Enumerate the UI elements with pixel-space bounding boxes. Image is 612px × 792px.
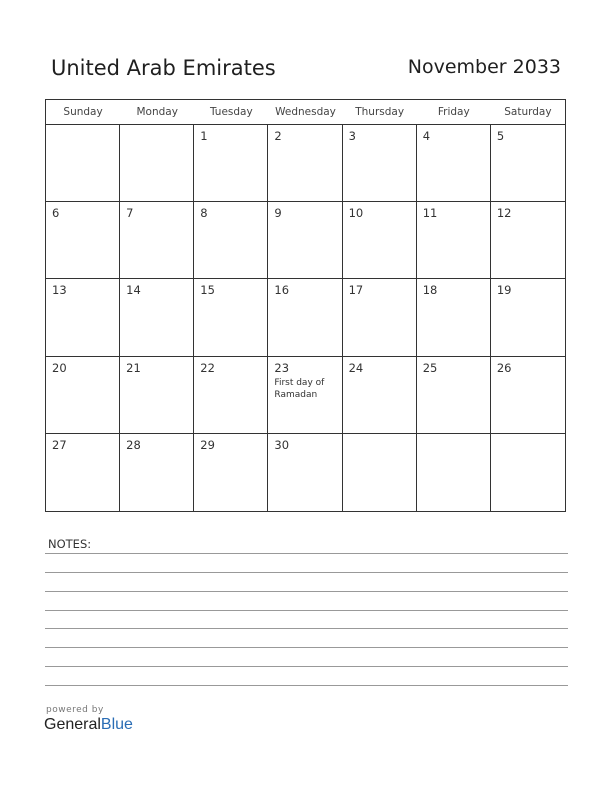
day-number: 13 <box>52 283 67 298</box>
day-number: 23 <box>274 360 290 375</box>
day-number: 27 <box>52 437 67 452</box>
day-number: 19 <box>496 283 512 298</box>
note-line <box>45 685 568 686</box>
day-cell <box>268 125 342 202</box>
country-title: United Arab Emirates <box>51 56 276 80</box>
month-title: November 2033 <box>407 56 561 78</box>
note-line <box>45 572 568 573</box>
day-number: 2 <box>274 129 282 143</box>
day-grid <box>46 125 565 511</box>
note-line <box>45 591 568 592</box>
day-cell <box>417 279 491 356</box>
day-cell <box>491 279 565 356</box>
day-number: 7 <box>126 206 134 221</box>
weekday-header <box>46 100 565 125</box>
day-cell <box>194 434 268 511</box>
day-cell <box>343 202 417 279</box>
day-number: 4 <box>422 129 431 143</box>
day-cell <box>343 279 417 356</box>
day-cell <box>120 279 194 356</box>
calendar-grid <box>45 99 566 512</box>
day-cell <box>491 202 565 279</box>
day-cell <box>46 279 120 356</box>
note-line <box>45 553 568 554</box>
day-cell <box>120 357 194 434</box>
weekday-sunday: Sunday <box>63 106 103 118</box>
day-number: 1 <box>200 129 208 143</box>
day-number: 9 <box>274 206 282 221</box>
day-number: 16 <box>274 283 290 298</box>
day-cell <box>268 434 342 511</box>
note-line <box>45 628 568 629</box>
day-number: 5 <box>496 129 505 143</box>
weekday-monday: Monday <box>136 106 178 118</box>
weekday-tuesday: Tuesday <box>209 106 253 118</box>
day-cell <box>120 202 194 279</box>
day-cell <box>268 357 342 434</box>
day-cell <box>194 279 268 356</box>
day-number: 14 <box>126 283 141 298</box>
day-number: 6 <box>52 206 60 221</box>
day-number: 20 <box>52 360 67 375</box>
day-number: 15 <box>200 283 215 298</box>
day-number: 21 <box>126 360 141 375</box>
day-number: 18 <box>422 283 438 298</box>
brand-general: General <box>44 716 101 733</box>
day-cell <box>194 202 268 279</box>
day-cell <box>120 125 194 202</box>
day-cell <box>194 125 268 202</box>
day-number: 17 <box>348 283 364 298</box>
day-cell <box>46 357 120 434</box>
day-cell <box>46 125 120 202</box>
day-cell <box>491 357 565 434</box>
day-number: 12 <box>496 206 512 221</box>
day-number: 24 <box>348 360 364 375</box>
day-cell <box>343 357 417 434</box>
day-cell <box>120 434 194 511</box>
brand-blue: Blue <box>100 716 133 733</box>
weekday-friday: Friday <box>437 106 470 118</box>
weekday-thursday: Thursday <box>355 106 405 118</box>
weekday-wednesday: Wednesday <box>275 106 336 118</box>
day-cell <box>491 125 565 202</box>
note-line <box>45 666 568 667</box>
day-cell <box>491 434 565 511</box>
brand-logo[interactable] <box>44 716 133 734</box>
powered-by-text: powered by <box>46 705 104 715</box>
day-number: 25 <box>422 360 438 375</box>
holiday-label: First day of Ramadan <box>274 377 325 400</box>
day-cell <box>46 434 120 511</box>
day-number: 3 <box>348 129 356 143</box>
note-line <box>45 647 568 648</box>
day-cell <box>343 125 417 202</box>
day-number: 29 <box>200 437 215 452</box>
day-number: 28 <box>126 437 141 452</box>
day-number: 30 <box>274 437 290 452</box>
day-cell <box>417 434 491 511</box>
day-cell <box>417 357 491 434</box>
day-cell <box>343 434 417 511</box>
weekday-saturday: Saturday <box>504 106 552 118</box>
day-number: 22 <box>200 360 215 375</box>
note-line <box>45 610 568 611</box>
day-cell <box>417 125 491 202</box>
day-cell <box>268 202 342 279</box>
day-cell <box>417 202 491 279</box>
day-number: 26 <box>496 360 512 375</box>
day-number: 8 <box>200 206 208 221</box>
day-cell <box>268 279 342 356</box>
day-cell <box>46 202 120 279</box>
day-number: 10 <box>348 206 364 221</box>
notes-label: NOTES: <box>48 537 92 551</box>
day-number: 11 <box>422 206 438 221</box>
day-cell <box>194 357 268 434</box>
